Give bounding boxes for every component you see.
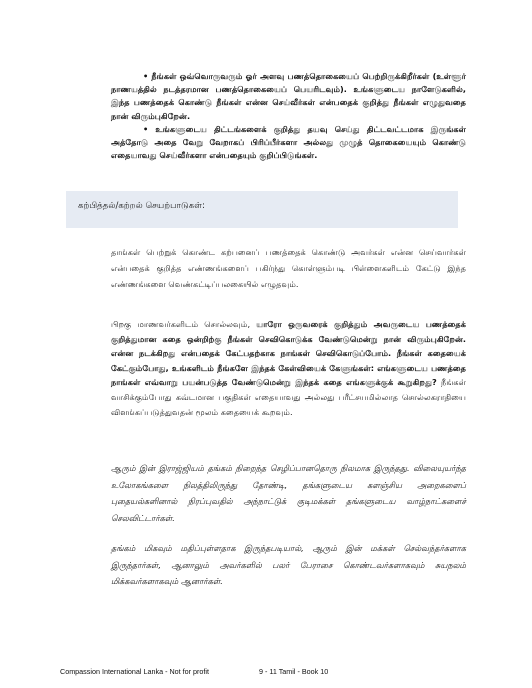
activity-2-instructions: நீங்கள் வாசிக்கும்போது கவ்டமான பகுதிகள் எதையாவது அல்லது பரீட்சயமில்லாத சொல்லகராதியை விளங்கப்படுத்துவதன் மூலம் கதையைக் கூறவும். bbox=[111, 377, 466, 417]
intro-bullet-1: • நீங்கள் ஒவ்வொருவரும் ஓர் அளவு பணத்தொகையைப் பெற்றிருக்கிறீர்கள் (உள்ளூர் நாணயத்தில் நடத்தரமான பணத்தொகையைப் பெயரிடவும்). உங்களுடைய நாளேடுகளில், இந்த பணத்தைக் கொண்டு நீங்கள் என்ன செய்வீர்கள் என்பதைக் குறித்து நீங்கள் எழுதுவதை நான் விரும்புகிறேன். bbox=[111, 71, 466, 121]
story-paragraph-2 bbox=[111, 540, 466, 590]
activity-2-teacher-quote: யாரோ ஒருவரைக் குறித்தும் அவருடைய பணத்தைக் குறித்துமான கதை ஒன்றிற்கு நீங்கள் செவிகொடுக்க வேண்டுமென்று நான் விரும்புகிறேன். என்ன நடக்கிறது என்பதைக் கேட்பதற்காக நாங்கள் செவிகொடுப்போம். நீங்கள் கதையைக் கேட்கும்போது, உங்களிடம் நீங்களே இந்தக் கேள்வியைக் கேளுங்கள்: எங்களுடைய பணத்தை நாங்கள் எவ்வாறு பயன்படுத்த வேண்டுமென்று இந்தக் கதை எங்களுக்குக் கூறுகிறது? bbox=[111, 319, 466, 388]
intro-section bbox=[111, 70, 466, 162]
footer-organization: Compassion International Lanka - Not for profit bbox=[60, 667, 210, 676]
activity-1-text: தாங்கள் பெற்றுக் கொண்ட கற்பனைப் பணத்தைக் கொண்டு அவர்கள் என்ன செய்வார்கள் என்பதைக் குறித்த எண்ணங்களைப் பகிர்ந்து கொள்ளும்படி பிள்ளைகளிடம் கேட்டு இந்த எண்ணங்களை வெண்கட்டிப்பலகையில் எழுதவும். bbox=[111, 247, 466, 289]
intro-bullet-2: • உங்களுடைய திட்டங்களைக் குறித்து தயவு செய்து திட்டவட்டமாக இருங்கள் அத்தோடு அதை வேறு வேறாகப் பிரிப்பீர்களா அல்லது முழுத் தொகையையும் கொண்டு எதையாவது செய்வீர்களா என்பதையும் குறிப்பிடுங்கள். bbox=[111, 123, 466, 161]
activity-2-intro: பிறகு மாணவர்களிடம் சொல்லவும், bbox=[111, 319, 251, 329]
footer-book-info: 9 - 11 Tamil - Book 10 bbox=[259, 667, 329, 676]
activity-paragraph-1 bbox=[111, 244, 466, 292]
story-2-text: தங்கம் மிகவும் மதிப்புள்ளதாக இருந்தபடியால், ஆரும் இன் மக்கள் செல்வந்தர்களாக இருந்தார்கள், ஆனாலும் அவர்களில் பலர் பேராசை கொண்டவர்களாகவும் சுயநலம் மிக்கவர்களாகவும் ஆனார்கள். bbox=[111, 543, 466, 586]
story-1-text: ஆரும் இன் இராஜ்ஜியம் தங்கம் நிறைந்த செழிப்பானதொரு நிலமாக இருந்தது. விலையுயர்ந்த உலோகங்களை நிலத்திலிருந்து தோண்டி, தங்களுடைய களஞ்சிய அறைகளைப் புதையல்களினால் நிரப்புவதில் அந்நாட்டுக் குடிமக்கள் தங்களுடைய வாழ்நாட்களைச் செலவிட்டார்கள். bbox=[111, 463, 466, 523]
activities-section-title: கற்பித்தல்/கற்றல் செயற்பாடுகள்: bbox=[78, 201, 205, 211]
story-paragraph-1 bbox=[111, 460, 466, 526]
activity-2-text bbox=[111, 317, 466, 419]
activity-paragraph-2 bbox=[111, 317, 466, 419]
activities-section-header bbox=[66, 191, 458, 228]
